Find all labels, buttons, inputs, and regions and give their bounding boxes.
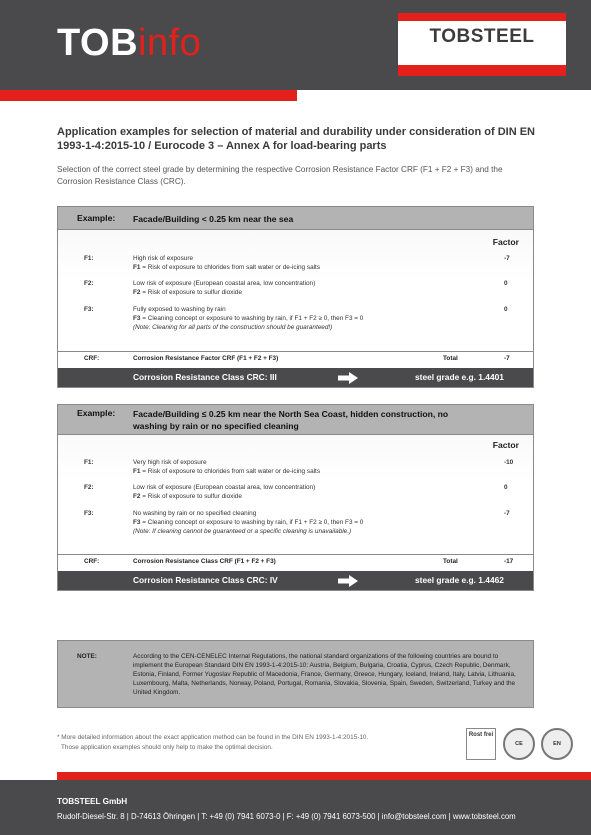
factor-note: (Note: Cleaning for all parts of the construction should be guaranteed!) [133, 324, 333, 331]
factor-symbol: F3 [133, 315, 141, 322]
tobinfo-title [57, 22, 201, 65]
steel-grade: steel grade e.g. 1.4401 [415, 372, 504, 382]
factor-desc-line [133, 467, 463, 476]
red-accent-bar [57, 772, 591, 780]
intro-text: Selection of the correct steel grade by determining the respective Corrosion Resistance Factor CRF (F1 + F2 + F3) and the Corrosion Resistance Class (CRC). [57, 165, 503, 186]
factor-desc-line [133, 518, 463, 527]
factor-description [133, 305, 463, 332]
example-header [58, 207, 533, 230]
brand-info: info [138, 22, 202, 64]
factor-description [133, 458, 463, 476]
factor-description [133, 509, 463, 536]
crf-label: CRF: [84, 558, 100, 565]
example-title: Facade/Building ≤ 0.25 km near the North Sea Coast, hidden construction, no washing by rain or no specified cleaning [133, 409, 449, 431]
crc-bar [58, 368, 533, 387]
note-label: NOTE: [77, 653, 97, 660]
brand-tob: TOB [57, 22, 139, 64]
certification-seal-icon [503, 728, 535, 760]
factor-value: 0 [504, 280, 508, 287]
crf-description: Corrosion Resistance Class CRF (F1 + F2 + F3) [133, 558, 276, 565]
factor-meaning: = Cleaning concept or exposure to washing by rain, if F1 + F2 ≥ 0, then F3 = 0 [140, 519, 364, 526]
factor-label: F3: [84, 306, 94, 313]
factor-value: -10 [504, 459, 514, 466]
factor-desc-line: High risk of exposure [133, 255, 194, 262]
example-header [58, 405, 533, 435]
crf-label: CRF: [84, 355, 100, 362]
factor-desc-line [133, 492, 463, 501]
factor-symbol: F3 [133, 519, 141, 526]
crc-text: Corrosion Resistance Class CRC: IV [133, 575, 278, 585]
crf-row [58, 351, 533, 365]
factor-symbol: F1 [133, 468, 141, 475]
factor-desc-line: No washing by rain or no specified cleaning [133, 510, 257, 517]
factor-symbol: F1 [133, 264, 141, 271]
total-label: Total [443, 558, 458, 565]
total-value: -7 [504, 355, 510, 362]
logo-text: TOBSTEEL [429, 26, 535, 47]
factor-desc-line: Low risk of exposure (European coastal area, low concentration) [133, 280, 316, 287]
factor-note: (Note: If cleaning cannot be guaranteed or a specific cleaning is unavailable.) [133, 528, 352, 535]
note-text: According to the CEN-CENELEC Internal Regulations, the national standard organizations of the following countries are bound to implement the European Standard DIN EN 1993-1-4:2015-10: Austria, Belgium, Bulgaria, Croatia, Cyprus, Czech Republic, Denmark, Estonia, Finland, Former Yugoslav Republic of Macedonia, France, Germany, Greece, Hungary, Iceland, Ireland, Italy, Latvia, Lithuania, Luxembourg, Malta, Netherlands, Norway, Poland, Portugal, Romania, Slovakia, Slovenia, Spain, Sweden, Switzerland, Turkey and the United Kingdom. [133, 653, 516, 696]
logo-red-stripe-bottom [398, 65, 566, 76]
page-title: Application examples for selection of material and durability under consideration of DIN EN 1993-1-4:2015-10 / Eurocode 3 – Annex A for load-bearing parts [57, 126, 535, 152]
factor-symbol: F2 [133, 493, 141, 500]
factor-description [133, 254, 463, 272]
factor-value: -7 [504, 255, 510, 262]
factor-desc-line: Fully exposed to washing by rain [133, 306, 226, 313]
footer [0, 780, 591, 835]
steel-grade: steel grade e.g. 1.4462 [415, 575, 504, 585]
total-value: -17 [504, 558, 514, 565]
cert-label: EN [553, 741, 561, 747]
company-address: Rudolf-Diesel-Str. 8 | D-74613 Öhringen | T: +49 (0) 7941 6073-0 | F: +49 (0) 7941 6073-500 | info@tobsteel.com | www.tobsteel.com [57, 812, 516, 821]
example-card-1 [57, 206, 534, 388]
footnote-line: Those application examples should only help to make the optimal decision. [61, 744, 273, 751]
factor-meaning: = Risk of exposure to chlorides from salt water or de-icing salts [140, 264, 321, 271]
factor-value: 0 [504, 306, 508, 313]
factor-label: F1: [84, 255, 94, 262]
factor-meaning: = Cleaning concept or exposure to washing by rain, if F1 + F2 ≥ 0, then F3 = 0 [140, 315, 364, 322]
footnote [57, 733, 447, 753]
certification-seal-icon [541, 728, 573, 760]
factor-label: F3: [84, 510, 94, 517]
tobsteel-logo [398, 13, 566, 76]
arrow-right-icon [338, 372, 358, 384]
factor-desc-line [133, 263, 463, 272]
factor-meaning: = Risk of exposure to sulfur dioxide [140, 493, 242, 500]
logo-red-stripe-top [398, 13, 566, 21]
cert-label: Rost frei [468, 732, 494, 738]
factor-value: -7 [504, 510, 510, 517]
arrow-right-icon [338, 575, 358, 587]
example-title: Facade/Building < 0.25 km near the sea [133, 214, 294, 224]
factor-desc-line [133, 288, 463, 297]
factor-label: F2: [84, 280, 94, 287]
factor-header: Factor [492, 440, 519, 450]
note-box [57, 640, 534, 708]
example-label: Example: [77, 408, 116, 418]
example-label: Example: [77, 213, 116, 223]
example-card-2 [57, 404, 534, 591]
factor-value: 0 [504, 484, 508, 491]
factor-desc-line [133, 314, 463, 323]
crc-text: Corrosion Resistance Class CRC: III [133, 372, 277, 382]
rostfrei-badge-icon [466, 728, 496, 760]
company-name: TOBSTEEL GmbH [57, 797, 128, 806]
factor-meaning: = Risk of exposure to sulfur dioxide [140, 289, 242, 296]
crf-row [58, 554, 533, 568]
factor-label: F2: [84, 484, 94, 491]
crc-bar [58, 571, 533, 590]
footnote-line: * More detailed information about the exact application method can be found in the DIN EN 1993-1-4:2015-10. [57, 734, 369, 741]
factor-desc-line: Very high risk of exposure [133, 459, 207, 466]
total-label: Total [443, 355, 458, 362]
factor-header: Factor [492, 237, 519, 247]
factor-description [133, 483, 463, 501]
factor-meaning: = Risk of exposure to chlorides from salt water or de-icing salts [140, 468, 321, 475]
red-accent-bar [0, 90, 297, 101]
factor-description [133, 279, 463, 297]
crf-description: Corrosion Resistance Factor CRF (F1 + F2 + F3) [133, 355, 279, 362]
cert-label: CE [515, 741, 523, 747]
factor-label: F1: [84, 459, 94, 466]
factor-symbol: F2 [133, 289, 141, 296]
header [0, 0, 591, 90]
factor-desc-line: Low risk of exposure (European coastal area, low concentration) [133, 484, 316, 491]
